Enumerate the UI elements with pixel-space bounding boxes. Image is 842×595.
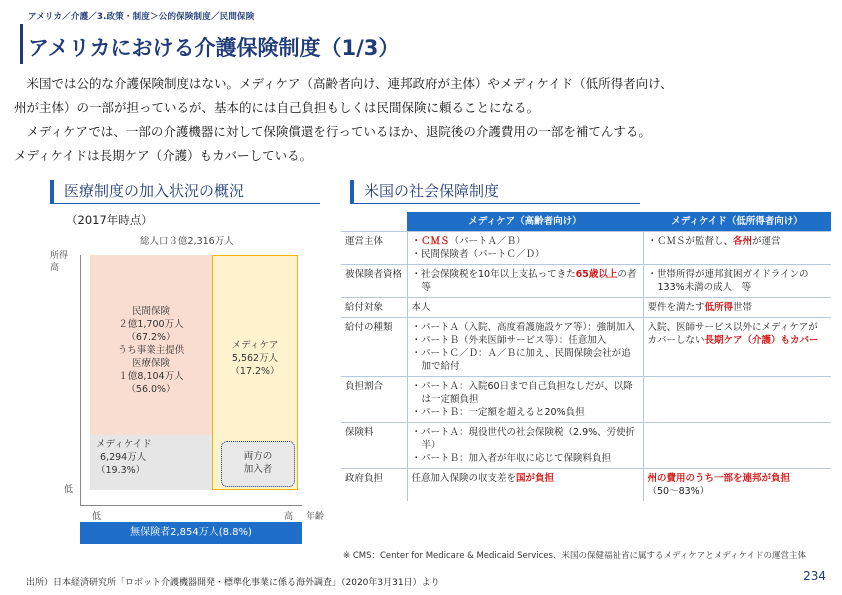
medicaid-cell: 入院、医師サービス以外にメディケアがカバーしない長期ケア（介護）もカバー [643, 318, 831, 377]
table-row [341, 377, 831, 423]
x-axis-title: 年齢 [306, 512, 325, 522]
table-row [341, 469, 831, 502]
medicare-box: メディケア 5,562万人 （17.2%） [212, 255, 298, 490]
row-header: 給付の種類 [341, 318, 407, 377]
page-number: 234 [803, 569, 826, 583]
table-row [341, 265, 831, 298]
medicare-cell: 本人 [407, 298, 643, 318]
medicaid-box: メディケイド 6,294万人 （19.3%） [90, 435, 212, 490]
medicare-cell: ・ＣＭＳ（パートＡ／Ｂ） ・民間保険者（パートＣ／Ｄ） [407, 232, 643, 265]
table-row [341, 423, 831, 469]
source-citation: 出所）日本経済研究所「ロボット介護機器開発・標準化事業に係る海外調査」（2020年3月31日）より [26, 578, 440, 588]
table-row [341, 232, 831, 265]
medicare-cell: ・社会保険税を10年以上支払ってきた65歳以上の者 等 [407, 265, 643, 298]
x-axis-high-label: 高 [284, 512, 294, 522]
dual-enrollee-box: 両方の 加入者 [221, 441, 295, 487]
y-axis-line [80, 255, 81, 505]
section-heading-social-security: 米国の社会保障制度 [350, 180, 640, 204]
medicare-cell: ・パートＡ（入院、高度看護施設ケア等）：強制加入 ・パートＢ（外来医師サービス等）：任意加入 ・パートＣ／Ｄ：Ａ／Ｂに加え、民間保険会社が追加で給付 [407, 318, 643, 377]
x-axis-low-label: 低 [92, 512, 102, 522]
intro-line: メディケアでは、一部の介護機器に対して保険償還を行っているほか、退院後の介護費用の一部を補てんする。 [26, 124, 651, 139]
title-accent-bar [20, 24, 23, 64]
medicaid-cell: 州の費用のうち一部を連邦が負担 （50～83%） [643, 469, 831, 502]
row-header: 被保険者資格 [341, 265, 407, 298]
x-axis-line [80, 505, 302, 506]
table-row [341, 298, 831, 318]
column-header-medicaid: メディケイド（低所得者向け） [643, 212, 831, 232]
section-heading-enrollment: 医療制度の加入状況の概況 [50, 180, 320, 204]
table-row [341, 318, 831, 377]
medicaid-cell [643, 423, 831, 469]
total-population: 総人口３億2,316万人 [140, 236, 234, 247]
page-title: アメリカにおける介護保険制度（1/3） [28, 36, 400, 60]
row-header: 給付対象 [341, 298, 407, 318]
social-security-table [341, 212, 831, 501]
medicare-cell: ・パートＡ：現役世代の社会保険税（2.9%、労使折半） ・パートＢ：加入者が年収に応じて保険料負担 [407, 423, 643, 469]
table-corner-cell [341, 212, 407, 232]
uninsured-bar: 無保険者2,854万人(8.8%) [80, 522, 302, 544]
intro-line: 米国では公的な介護保険制度はない。メディケア（高齢者向け、連邦政府が主体）やメディケイド（低所得者向け、 [26, 76, 673, 91]
footnote: ※ CMS：Center for Medicare & Medicaid Services、米国の保健福祉省に属するメディケアとメディケイドの運営主体 [343, 551, 807, 561]
breadcrumb: アメリカ／介護／3.政策・制度＞公的保険制度／民間保険 [28, 12, 255, 22]
row-header: 負担割合 [341, 377, 407, 423]
row-header: 運営主体 [341, 232, 407, 265]
row-header: 保険料 [341, 423, 407, 469]
medicaid-cell: 要件を満たす低所得世帯 [643, 298, 831, 318]
row-header: 政府負担 [341, 469, 407, 502]
intro-line: 州が主体）の一部が担っているが、基本的には自己負担もしくは民間保険に頼ることになる。 [14, 100, 540, 115]
medicaid-cell [643, 377, 831, 423]
medicare-cell: 任意加入保険の収支差を国が負担 [407, 469, 643, 502]
medicaid-cell: ・ＣＭＳが監督し、各州が運営 [643, 232, 831, 265]
medicare-cell: ・パートＡ：入院60日まで自己負担なしだが、以降は一定額負担 ・パートＢ：一定額を超えると20%負担 [407, 377, 643, 423]
intro-text [14, 72, 834, 168]
y-axis-high-label: 所得 高 [50, 251, 69, 273]
intro-line: メディケイドは長期ケア（介護）もカバーしている。 [14, 148, 313, 163]
medicaid-cell: ・世帯所得が連邦貧困ガイドラインの133%未満の成人 等 [643, 265, 831, 298]
chart-year: （2017年時点） [66, 213, 153, 227]
private-insurance-box: 民間保険 ２億1,700万人 （67.2%） うち事業主提供 医療保険 １億8,104万人 （56.0%） [90, 255, 212, 435]
table-header-row [341, 212, 831, 232]
y-axis-low-label: 低 [64, 485, 74, 495]
column-header-medicare: メディケア（高齢者向け） [407, 212, 643, 232]
